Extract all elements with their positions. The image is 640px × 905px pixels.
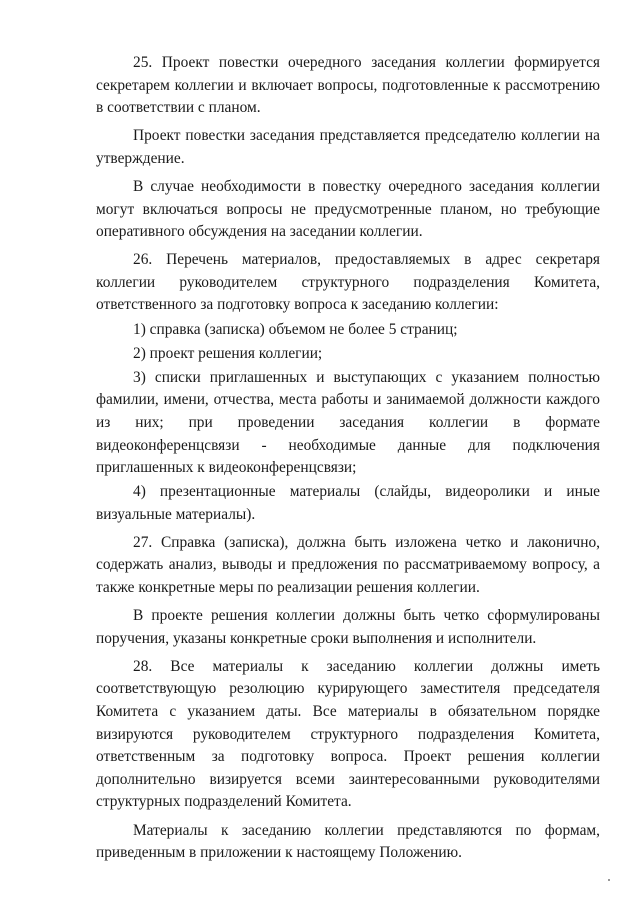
list-item-1: 1) справка (записка) объемом не более 5 страниц; — [133, 320, 458, 338]
list-item-4: 4) презентационные материалы (слайды, видеоролики и иные визуальные материалы). — [96, 483, 600, 523]
scan-speck — [608, 879, 610, 881]
paragraph-decision-draft: В проекте решения коллегии должны быть четко сформулированы поручения, указаны конкретные сроки выполнения и исполнители. — [96, 607, 600, 647]
list-item-3: 3) списки приглашенных и выступающих с указанием полностью фамилии, имени, отчества, места работы и занимаемой должности каждого из них; при проведении заседания коллегии в формате видеоконференцсвязи - необходимые данные для подключения приглашенных к видеоконференцсвязи; — [96, 368, 600, 477]
document-page — [96, 52, 600, 870]
paragraph-agenda-approval: Проект повестки заседания представляется председателю коллегии на утверждение. — [96, 127, 600, 167]
paragraph-28: 28. Все материалы к заседанию коллегии должны иметь соответствующую резолюцию курирующего заместителя председателя Комитета с указанием даты. Все материалы в обязательном порядке визируются руководителем структурного подразделения Комитета, ответственным за подготовку вопроса. Проект решения коллегии дополнительно визируется всеми заинтересованными руководителями структурных подразделений Комитета. — [96, 657, 600, 811]
paragraph-urgent-questions: В случае необходимости в повестку очередного заседания коллегии могут включаться вопросы не предусмотренные планом, но требующие оперативного обсуждения на заседании коллегии. — [96, 177, 600, 241]
paragraph-27: 27. Справка (записка), должна быть изложена четко и лаконично, содержать анализ, выводы и предложения по рассматриваемому вопросу, а также конкретные меры по реализации решения коллегии. — [96, 533, 600, 597]
paragraph-26: 26. Перечень материалов, предоставляемых в адрес секретаря коллегии руководителем структурного подразделения Комитета, ответственного за подготовку вопроса к заседанию коллегии: — [96, 251, 600, 314]
paragraph-forms: Материалы к заседанию коллегии представляются по формам, приведенным в приложении к настоящему Положению. — [96, 821, 600, 862]
list-item-2: 2) проект решения коллегии; — [133, 344, 323, 362]
paragraph-25: 25. Проект повестки очередного заседания коллегии формируется секретарем коллегии и включает вопросы, подготовленные к рассмотрению в соответствии с планом. — [96, 54, 600, 117]
